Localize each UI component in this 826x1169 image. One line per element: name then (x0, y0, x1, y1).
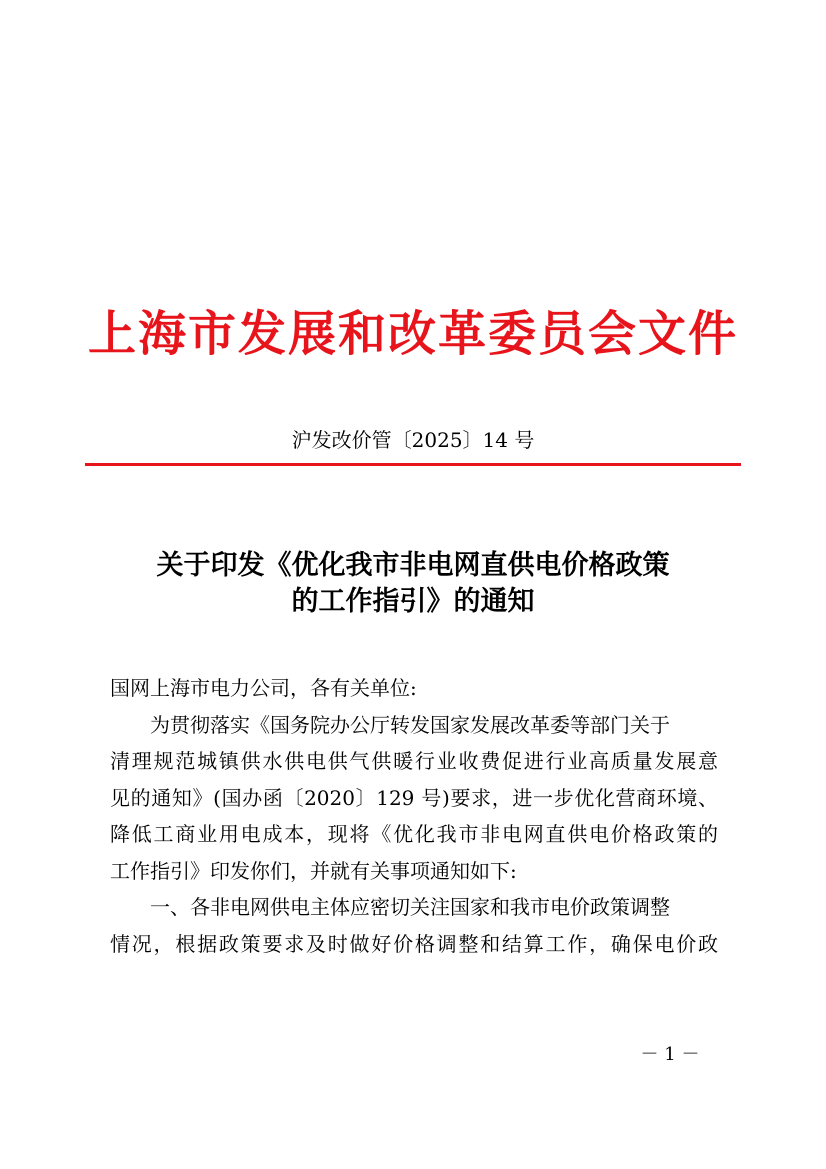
title-line-2: 的工作指引》的通知 (291, 586, 535, 617)
body-line: 一、各非电网供电主体应密切关注国家和我市电价政策调整 (110, 895, 670, 919)
body-line: 见的通知》(国办函〔2020〕129 号)要求，进一步优化营商环境、 (110, 785, 718, 810)
document-title (85, 548, 741, 620)
body-line: 情况，根据政策要求及时做好价格调整和结算工作，确保电价政 (110, 931, 718, 956)
body-line: 工作指引》印发你们，并就有关事项通知如下: (110, 858, 517, 883)
document-number: 沪发改价管〔2025〕14 号 (291, 428, 535, 452)
body-line: 清理规范城镇供水供电供气供暖行业收费促进行业高质量发展意 (110, 749, 718, 773)
masthead-title: 上海市发展和改革委员会文件 (87, 306, 738, 362)
red-divider-line (85, 463, 741, 466)
body-line: 国网上海市电力公司，各有关单位: (110, 676, 417, 700)
body-line: 为贯彻落实《国务院办公厅转发国家发展改革委等部门关于 (110, 712, 670, 737)
body-line: 降低工商业用电成本，现将《优化我市非电网直供电价格政策的 (110, 822, 718, 846)
document-body (110, 670, 718, 962)
page-number: － 1 － (640, 1044, 700, 1065)
title-line-1: 关于印发《优化我市非电网直供电价格政策 (156, 550, 670, 581)
